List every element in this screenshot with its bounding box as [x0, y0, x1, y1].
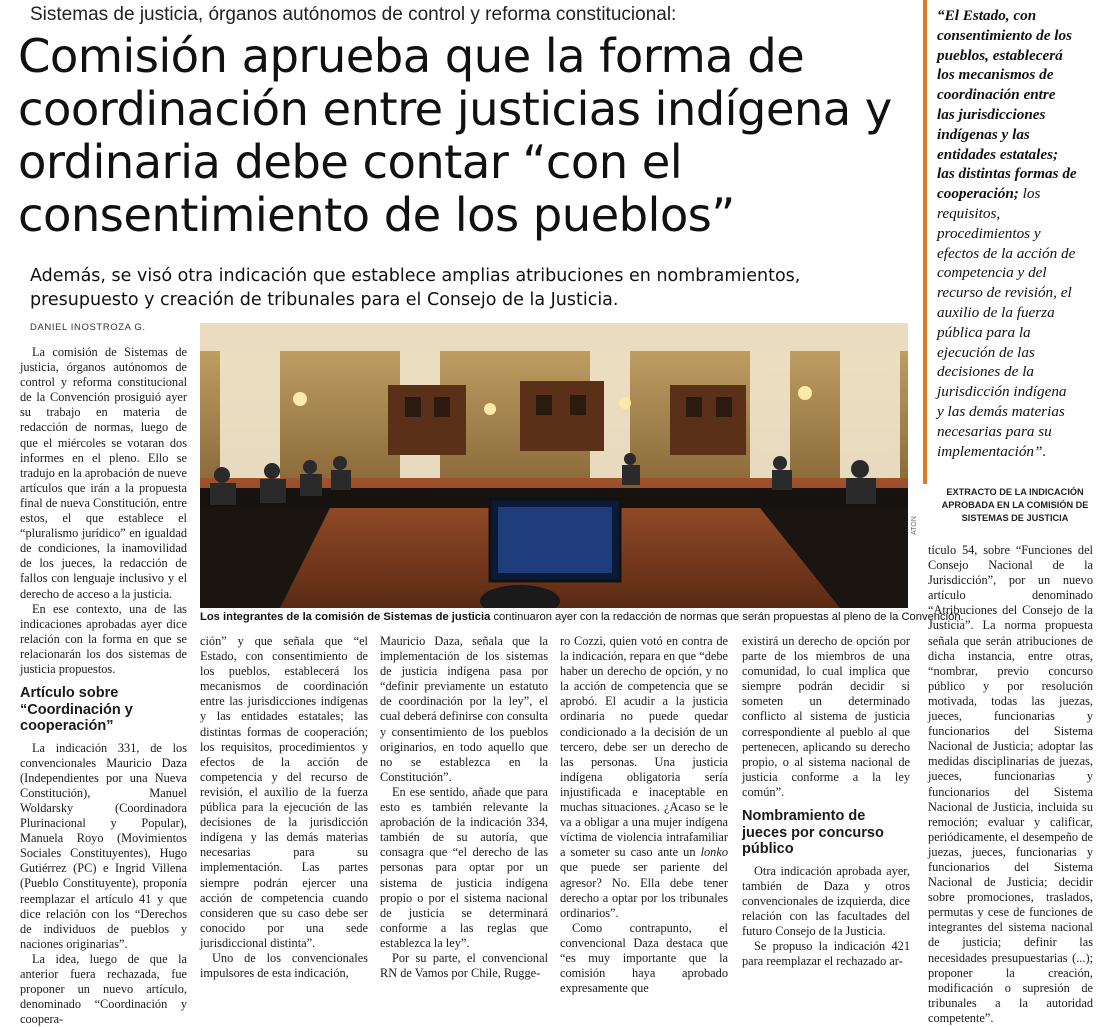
- photo-caption: [200, 611, 964, 623]
- column-1: [20, 345, 187, 1027]
- headline-line-4: consentimiento de los pueblos”: [18, 188, 735, 242]
- headline-line-3: ordinaria debe contar “con el: [18, 135, 683, 189]
- photo: [200, 323, 908, 608]
- paragraph: La idea, luego de que la anterior fuera rechazada, fue proponer un nuevo artículo, denominado “Coordinación y coopera-: [20, 951, 187, 1027]
- subheading: Artículo sobre “Coordinación y cooperación”: [20, 685, 133, 735]
- paragraph: Por su parte, el convencional RN de Vamos por Chile, Rugge-: [380, 950, 548, 981]
- committee-room-photo: [200, 323, 908, 608]
- paragraph: Se propuso la indicación 421 para reemplazar el rechazado ar-: [742, 939, 910, 969]
- pullquote-source: EXTRACTO DE LA INDICACIÓN APROBADA EN LA COMISIÓN DE SISTEMAS DE JUSTICIA: [941, 487, 1089, 523]
- paragraph: En ese sentido, añade que para esto es también relevante la aprobación de la indicación 334, también de su autoría, que consagra que “el derecho de las personas para optar por un sistema de justicia indígena propio o por el sistema nacional de justicia se determinará conforme a las reglas que establezca la ley”.: [380, 784, 548, 950]
- headline: [18, 30, 918, 242]
- paragraph: En ese contexto, una de las indicaciones aprobadas ayer dice relación con la forma en que se relacionarán los dos sistemas de justicia propuestos.: [20, 601, 187, 676]
- paragraph-text: ro Cozzi, quien votó en contra de la indicación, repara en que “debe haber un derecho de opción, y no la acción de competencia que se aprobó. El acudir a la justicia ordinaria no puede quedar condicionado a la decisión de un tercero, debe ser un derecho de las personas. Una justicia indígena obligatoria sería injustificada e inaceptable en muchas situaciones. ¿Acaso se le va a obligar a una mujer indígena víctima de violencia intrafamiliar a someter su caso ante un: [560, 634, 728, 860]
- paragraph: Uno de los convencionales impulsores de esta indicación,: [200, 950, 368, 981]
- caption-text: continuaron ayer con la redacción de normas que serán propuestas al pleno de la Convención.: [490, 611, 964, 623]
- headline-line-2: coordinación entre justicias indígena y: [18, 82, 892, 136]
- column-3: [380, 634, 548, 981]
- paragraph: Como contrapunto, el convencional Daza destaca que “es muy importante que la comisión haya aprobado expresamente que: [560, 920, 728, 996]
- kicker: Sistemas de justicia, órganos autónomos de control y reforma constitucional:: [30, 4, 677, 25]
- photo-credit: ATON: [911, 516, 918, 535]
- paragraph: Mauricio Daza, señala que la implementación de los sistemas de justicia indígena pasa por “definir previamente un estatuto de coordinación por la ley”, el cual deberá definirse con consulta y consentimiento de los pueblos originarios, en todo aquello que no se establezca en la Constitución”.: [380, 634, 548, 784]
- column-2: [200, 634, 368, 981]
- column-4: [560, 634, 728, 996]
- paragraph-text: que puede ser pariente del agresor? No. Ella debe tener derecho a optar por los tribunales ordinarios”.: [560, 860, 728, 920]
- deck: Además, se visó otra indicación que establece amplias atribuciones en nombramientos, presupuesto y creación de tribunales para el Consejo de la Justicia.: [30, 266, 801, 310]
- paragraph: La comisión de Sistemas de justicia, órganos autónomos de control y reforma constitucional de la Convención prosiguió ayer su trabajo en materia de redacción de normas, luego de que el miércoles se votaran dos informes en el pleno. Ello se tradujo en la aprobación de nueve artículos que irán a la propuesta final de nueva Constitución, entre estos, el que establece el “pluralismo jurídico” en igualdad de condiciones, la inamovilidad de los jueces, la redacción de fallos con lenguaje inclusivo y el derecho de acceso a la justicia.: [20, 345, 187, 601]
- paragraph: [560, 634, 728, 921]
- paragraph: tículo 54, sobre “Funciones del Consejo Nacional de la Jurisdicción”, por un nuevo artículo denominado “Atribuciones del Consejo de la Justicia”. La norma propuesta señala que serán atribuciones de dicha instancia, entre otras, “nombrar, previo concurso público y por resolución motivada, todas las juezas, jueces, funcionarias y funcionarios del Sistema Nacional de Justicia; adoptar las medidas disciplinarias de juezas, jueces, funcionarias y funcionarios del Sistema Nacional de Justicia, incluida su remoción; evaluar y calificar, periódicamente, el desempeño de juezas, jueces, funcionarias y funcionarios del Sistema Nacional de Justicia; decidir sobre promociones, traslados, permutas y cese de funciones de integrantes del sistema nacional de justicia; definir las necesidades presupuestarias (...); proponer la creación, modificación o supresión de tribunales a la autoridad competente”.: [928, 543, 1093, 1025]
- caption-lead: Los integrantes de la comisión de Sistemas de justicia: [200, 611, 491, 623]
- pullquote-text: los requisitos, procedimientos y efectos de la acción de competencia y del recurso de revisión, el auxilio de la fuerza pública para la ejecución de las decisiones de la jurisdicción indígena y las demás materias necesarias para su implementación”.: [937, 185, 1076, 460]
- column-5: [742, 634, 910, 969]
- byline: DANIEL INOSTROZA G.: [30, 322, 146, 333]
- column-6: [928, 543, 1093, 1026]
- paragraph: La indicación 331, de los convencionales Mauricio Daza (Independientes por una Nueva Constitución), Manuel Woldarsky (Coordinadora Plurinacional y Popular), Manuela Royo (Movimientos Sociales Constituyentes), Hugo Gutiérrez (PC) e Ingrid Villena (Pueblo Constituyente), proponía reemplazar el artículo 41 y que dice relación con los “Derechos de individuos de pueblos y naciones originarias”.: [20, 740, 187, 951]
- headline-line-1: Comisión aprueba que la forma de: [18, 29, 805, 83]
- emphasis: lonko: [700, 845, 728, 860]
- pullquote-bold: “El Estado, con consentimiento de los pueblos, establecerá los mecanismos de coordinación entre las jurisdicciones indígenas y las entidades estatales; las distintas formas de cooperación;: [937, 7, 1077, 203]
- paragraph: existirá un derecho de opción por parte de los miembros de una comunidad, lo cual implica que siempre podrán decidir si someten un determinado conflicto al sistema de justicia correspondiente al pueblo al que pertenecen, aplicando su derecho propio, o al sistema nacional de justicia conforme a la ley común”.: [742, 634, 910, 799]
- pullquote: [937, 6, 1077, 461]
- subheading: Nombramiento de jueces por concurso público: [742, 808, 884, 858]
- paragraph: ción” y que señala que “el Estado, con consentimiento de los pueblos, establecerá los mecanismos de coordinación entre las jurisdicciones indígenas y las entidades estatales; las distintas formas de cooperación; los requisitos, procedimientos y efectos de la acción de competencia y del recurso de revisión, el auxilio de la fuerza pública para la ejecución de las decisiones de la jurisdicción indígena y las demás materias necesarias para su implementación. Las partes siempre podrán ejercer una acción de competencia cuando consideren que su caso debe ser conocido por una sede jurisdiccional distinta”.: [200, 634, 368, 950]
- paragraph: Otra indicación aprobada ayer, también de Daza y otros convencionales de izquierda, dice relación con las facultades del futuro Consejo de la Justicia.: [742, 863, 910, 938]
- pullquote-accent-bar: [923, 0, 927, 484]
